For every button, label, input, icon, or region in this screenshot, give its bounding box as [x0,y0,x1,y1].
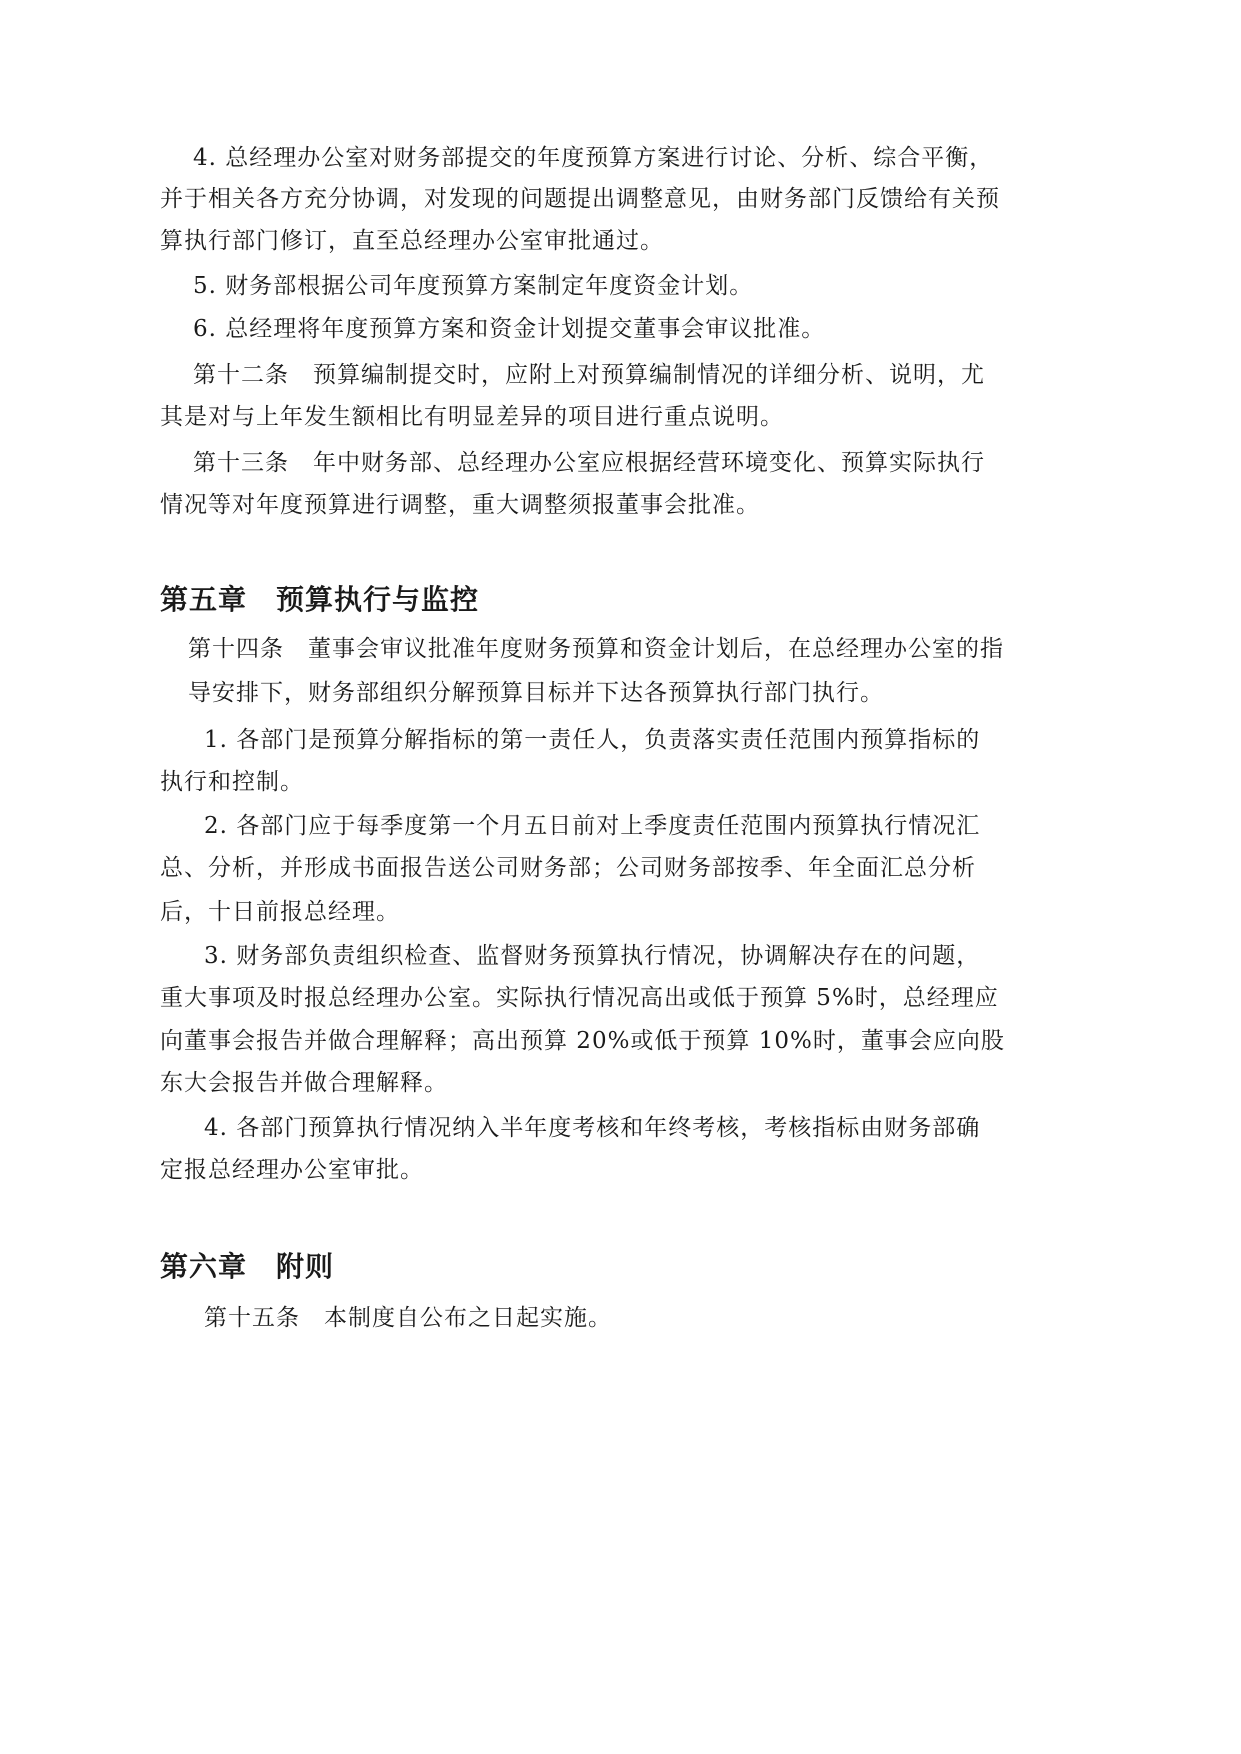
item-6-paragraph: 6. 总经理将年度预算方案和资金计划提交董事会审议批准。 [193,316,826,342]
text-line: 总、分析，并形成书面报告送公司财务部；公司财务部按季、年全面汇总分析 [160,855,976,881]
text-line: 1. 各部门是预算分解指标的第一责任人，负责落实责任范围内预算指标的 [204,727,981,753]
text-line: 3. 财务部负责组织检查、监督财务预算执行情况，协调解决存在的问题， [204,943,981,969]
text-line: 东大会报告并做合理解释。 [160,1070,448,1096]
text-line: 后，十日前报总经理。 [160,899,400,925]
text-line: 2. 各部门应于每季度第一个月五日前对上季度责任范围内预算执行情况汇 [204,813,981,839]
text-line: 第十二条 预算编制提交时，应附上对预算编制情况的详细分析、说明，尤 [193,362,985,388]
chapter-5-heading: 第五章 预算执行与监控 [160,583,480,616]
text-line: 算执行部门修订，直至总经理办公室审批通过。 [160,228,664,254]
text-line: 情况等对年度预算进行调整，重大调整须报董事会批准。 [160,492,760,518]
text-line: 并于相关各方充分协调，对发现的问题提出调整意见，由财务部门反馈给有关预 [160,186,1000,212]
text-line: 向董事会报告并做合理解释；高出预算 20%或低于预算 10%时，董事会应向股 [160,1028,1005,1054]
article-15-paragraph: 第十五条 本制度自公布之日起实施。 [204,1305,612,1331]
item-5-paragraph: 5. 财务部根据公司年度预算方案制定年度资金计划。 [193,273,754,299]
text-line: 第十三条 年中财务部、总经理办公室应根据经营环境变化、预算实际执行 [193,450,985,476]
chapter-6-heading: 第六章 附则 [160,1250,335,1283]
text-line: 导安排下，财务部组织分解预算目标并下达各预算执行部门执行。 [188,680,884,706]
text-line: 第十四条 董事会审议批准年度财务预算和资金计划后，在总经理办公室的指 [188,636,1004,662]
text-line: 4. 各部门预算执行情况纳入半年度考核和年终考核，考核指标由财务部确 [204,1115,981,1141]
text-line: 重大事项及时报总经理办公室。实际执行情况高出或低于预算 5%时，总经理应 [160,985,999,1011]
text-line: 其是对与上年发生额相比有明显差异的项目进行重点说明。 [160,404,784,430]
text-line: 4. 总经理办公室对财务部提交的年度预算方案进行讨论、分析、综合平衡， [193,145,994,171]
text-line: 执行和控制。 [160,769,304,795]
text-line: 定报总经理办公室审批。 [160,1157,424,1183]
